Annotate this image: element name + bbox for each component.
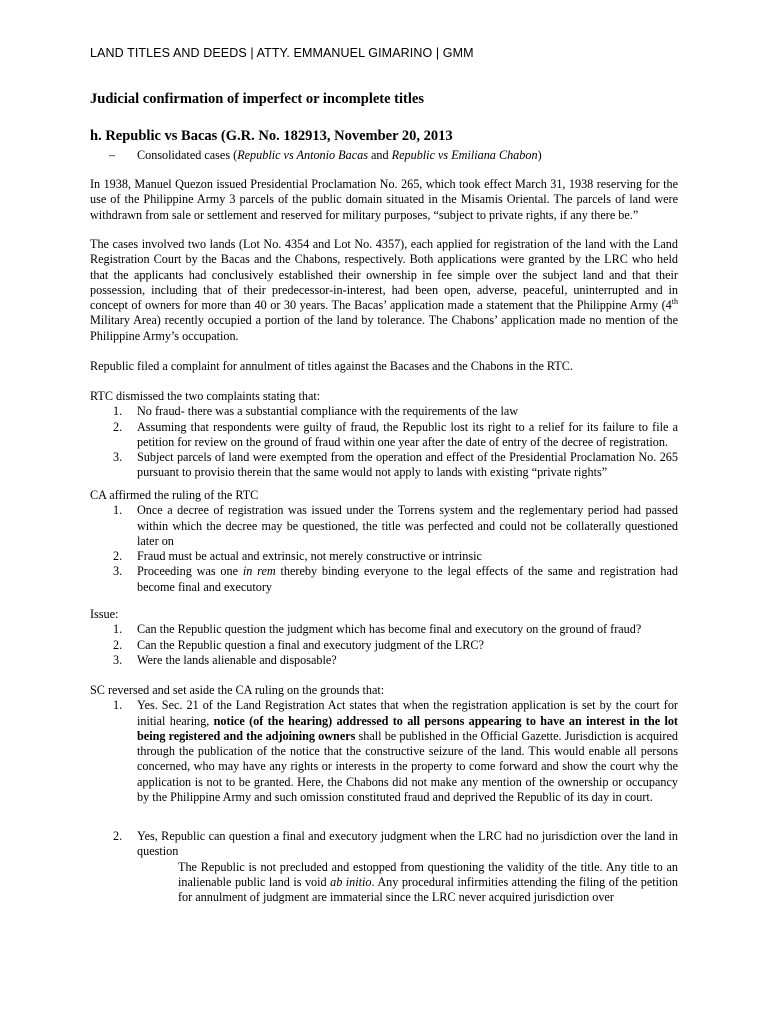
list-item [90, 549, 678, 564]
item-number: 3. [113, 450, 123, 465]
sc-item-2 [90, 829, 678, 905]
section-title: Judicial confirmation of imperfect or incomplete titles [90, 91, 424, 107]
rtc-intro: RTC dismissed the two complaints stating that: [90, 389, 321, 403]
case-b: Republic vs Emiliana Chabon [391, 148, 538, 162]
list-item [90, 653, 678, 668]
list-item [90, 404, 678, 419]
item-text: Subject parcels of land were exempted from the operation and effect of the Presidential Proclamation No. 265 pursuant to provisio therein that the same would not apply to lands with existing “private rights” [137, 450, 678, 480]
superscript-th: th [671, 297, 678, 307]
dash-bullet: – [109, 148, 116, 162]
rtc-section [90, 389, 678, 481]
item-number: 2. [113, 549, 123, 564]
ca-intro: CA affirmed the ruling of the RTC [90, 488, 259, 502]
close-paren: ) [537, 148, 542, 162]
item-number: 2. [113, 829, 123, 843]
item-number: 3. [113, 564, 123, 579]
case-title: h. Republic vs Bacas (G.R. No. 182913, November 20, 2013 [90, 128, 453, 144]
item-text-before: Proceeding was one [137, 564, 243, 579]
item-text: No fraud- there was a substantial compliance with the requirements of the law [137, 404, 519, 419]
paragraph-cases-text-after: Military Area) recently occupied a portion of the land by tolerance. The Chabons’ application made no mention of the Philippine Army’s occupation. [90, 313, 678, 343]
item-text-before: Yes. Sec. 21 of the Land Registration Act states that when the registration application is set by the court for initial hearing, [137, 698, 678, 728]
ab-initio-term: ab initio [330, 874, 372, 889]
sc-section [90, 683, 678, 805]
item-text: Assuming that respondents were guilty of fraud, the Republic lost its right to a relief for its failure to file a petition for review on the ground of fraud within one year after the date of entry of the decree of registration. [137, 419, 678, 449]
running-header: LAND TITLES AND DEEDS | ATTY. EMMANUEL GIMARINO | GMM [90, 46, 474, 60]
notice-emphasis: notice (of the hearing) addressed to all persons appearing to have an interest in the lot being registered and the adjoining owners [137, 713, 678, 743]
item-text: Yes, Republic can question a final and executory judgment when the LRC had no jurisdiction over the land in question [137, 829, 678, 859]
item-number: 1. [113, 503, 123, 518]
item-number: 3. [113, 652, 123, 667]
item-text: Can the Republic question the judgment which has become final and executory on the ground of fraud? [137, 622, 642, 637]
item-number: 1. [113, 404, 123, 419]
item-text: Fraud must be actual and extrinsic, not merely constructive or intrinsic [137, 549, 482, 564]
sub-paragraph [90, 860, 678, 906]
item-text-after: thereby binding everyone to the legal effects of the same and registration had become final and executory [137, 564, 678, 594]
issue-intro: Issue: [90, 607, 119, 621]
item-number: 1. [113, 698, 123, 713]
sub-text-before: The Republic is not precluded and estopped from questioning the validity of the title. Any title to an inalienable public land is void [178, 859, 678, 889]
case-a: Republic vs Antonio Bacas [237, 148, 368, 162]
item-text: Were the lands alienable and disposable? [137, 652, 337, 667]
item-text-after: shall be published in the Official Gazette. Jurisdiction is acquired through the publication of the notice that the constructive seizure of the land. This would enable all persons concerned, who may have any rights or interests in the property to come forward and show the court why the application is not to be granted. Here, the Chabons did not make any mention of the ownership or occupancy by the Philippine Army and such omission constituted fraud and deprived the Republic of its day in court. [137, 728, 678, 805]
ca-section [90, 488, 678, 595]
list-item [90, 698, 678, 805]
paragraph-cases-text-before: The cases involved two lands (Lot No. 4354 and Lot No. 4357), each applied for registration of the land with the Land Registration Court by the Bacas and the Chabons, respectively. Both applications were granted by the LRC who held that the applicants had conclusively established their ownership in fee simple over the subject land and that their possession, including that of their predecessor-in-interest, had been open, adverse, peaceful, uninterrupted and in concept of owners for more than 40 or 30 years. The Bacas’ application made a statement that the Philippine Army (4 [90, 237, 678, 313]
list-item [90, 829, 678, 860]
paragraph-cases [90, 237, 678, 344]
item-text: Can the Republic question a final and executory judgment of the LRC? [137, 637, 484, 652]
sc-intro: SC reversed and set aside the CA ruling on the grounds that: [90, 683, 385, 697]
issue-section [90, 607, 678, 668]
item-number: 2. [113, 637, 123, 652]
consolidated-cases-line [109, 148, 542, 163]
list-item [90, 420, 678, 451]
paragraph-complaint: Republic filed a complaint for annulment of titles against the Bacases and the Chabons in the RTC. [90, 359, 573, 373]
sub-text-after: . Any procedural infirmities attending the filing of the petition for annulment of judgment are immaterial since the LRC never acquired jurisdiction over [178, 874, 678, 905]
consolidated-prefix: Consolidated cases ( [137, 148, 238, 162]
item-number: 1. [113, 622, 123, 637]
list-item [90, 503, 678, 549]
list-item [90, 450, 678, 481]
in-rem-term: in rem [242, 564, 276, 579]
paragraph-proclamation: In 1938, Manuel Quezon issued Presidential Proclamation No. 265, which took effect March 31, 1938 reserving for the use of the Philippine Army 3 parcels of the public domain situated in the Misamis Oriental. The parcels of land were withdrawn from sale or settlement and reserved for military purposes, “subject to private rights, if any there be.” [90, 177, 678, 222]
list-item [90, 564, 678, 595]
list-item [90, 622, 678, 637]
and-text: and [367, 148, 392, 162]
item-number: 2. [113, 419, 123, 434]
item-text: Once a decree of registration was issued under the Torrens system and the reglementary period had passed within which the decree may be questioned, the title was perfected and could not be collaterally questioned later on [137, 503, 678, 548]
list-item [90, 638, 678, 653]
